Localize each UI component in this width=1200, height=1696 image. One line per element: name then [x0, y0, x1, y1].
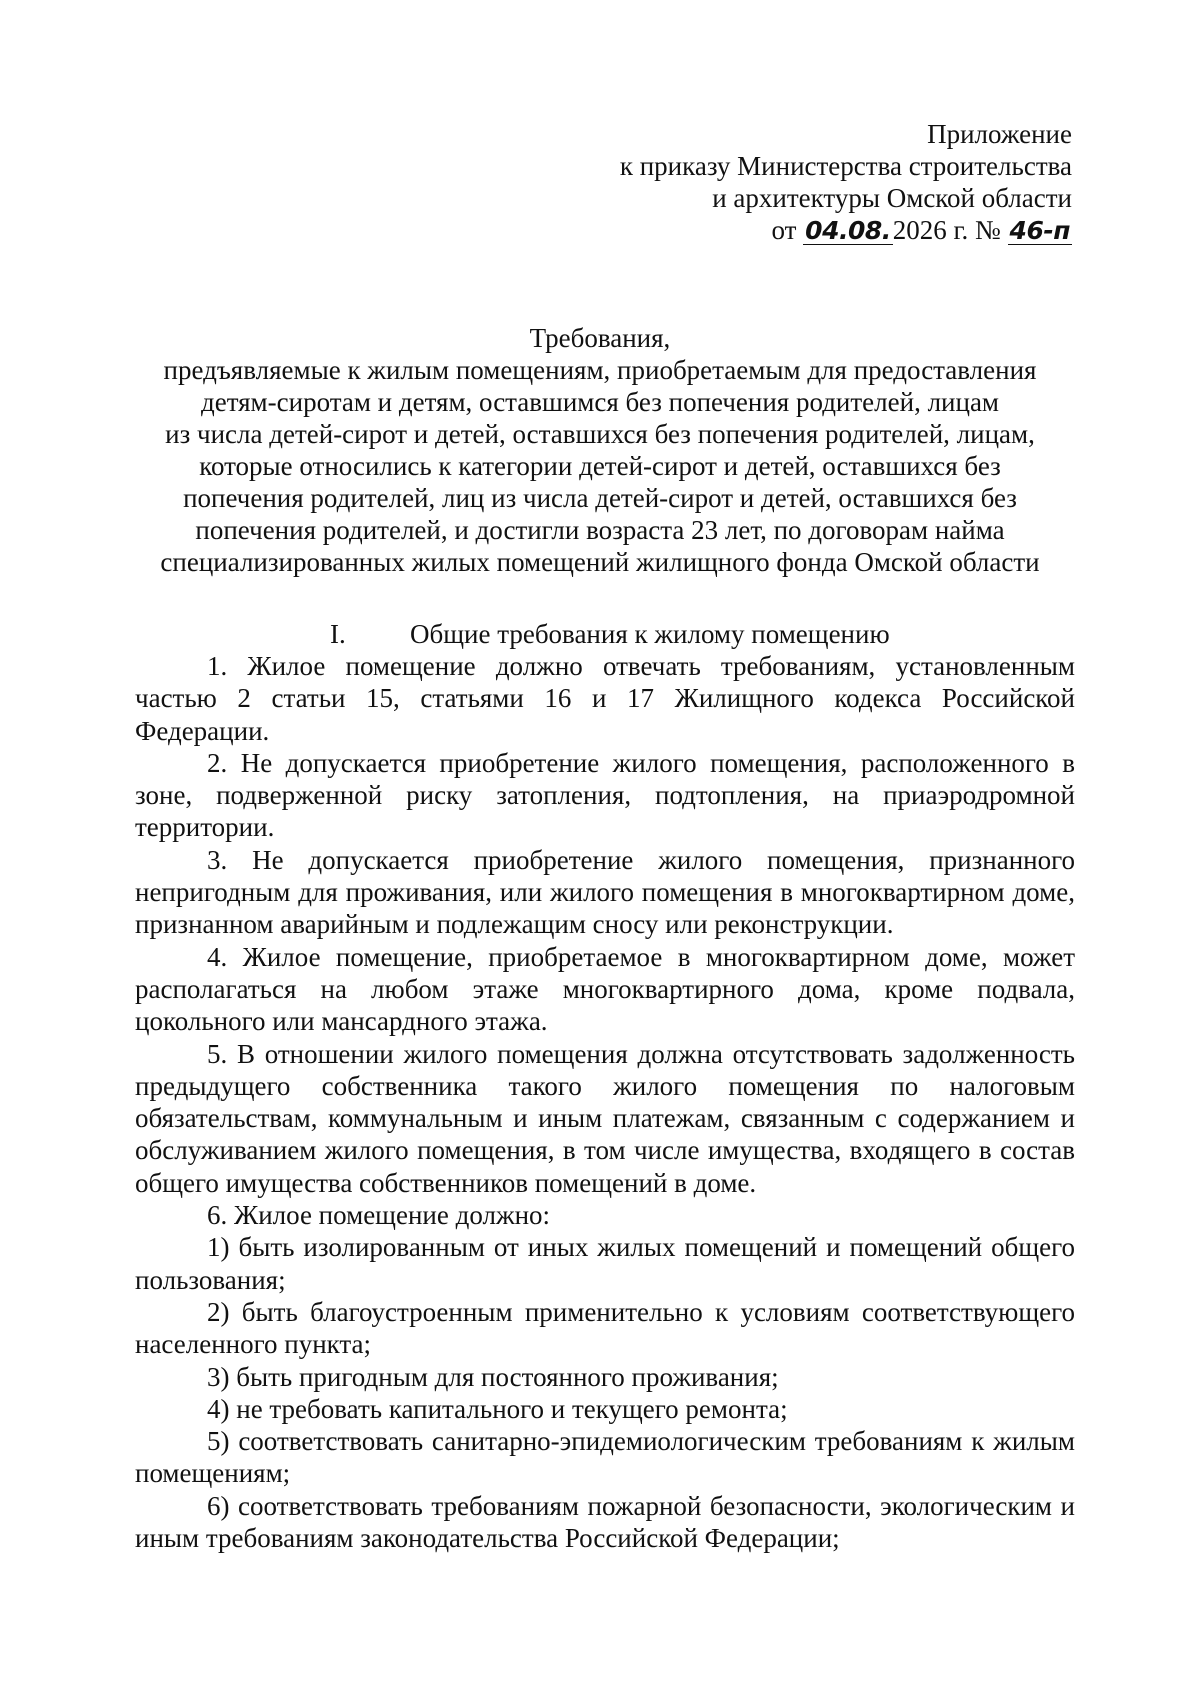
title-line: попечения родителей, лиц из числа детей-сирот и детей, оставшихся без — [183, 483, 1017, 513]
annex-ministry-line: и архитектуры Омской области — [712, 183, 1072, 213]
title-line: предъявляемые к жилым помещениям, приобретаемым для предоставления — [163, 355, 1037, 385]
title-line: которые относились к категории детей-сирот и детей, оставшихся без — [199, 451, 1001, 481]
date-prefix: от — [771, 215, 797, 245]
annex-header — [620, 118, 1072, 246]
title-line: из числа детей-сирот и детей, оставшихся без попечения родителей, лицам, — [165, 419, 1035, 449]
title-line: специализированных жилых помещений жилищного фонда Омской области — [160, 547, 1040, 577]
handwritten-number: 46-п — [1009, 216, 1070, 245]
list-item: 3) быть пригодным для постоянного проживания; — [207, 1361, 779, 1392]
list-item: 5) соответствовать санитарно-эпидемиологическим требованиям к жилым помещениям; — [135, 1426, 1075, 1489]
title-line: попечения родителей, и достигли возраста 23 лет, по договорам найма — [195, 515, 1005, 545]
list-item: 4) не требовать капитального и текущего ремонта; — [207, 1393, 788, 1424]
paragraph: 2. Не допускается приобретение жилого помещения, расположенного в зоне, подверженной риску затопления, подтопления, на приаэродромной территории. — [135, 747, 1075, 843]
section-number: I. — [330, 619, 346, 649]
section-heading — [330, 618, 890, 650]
paragraph: 1. Жилое помещение должно отвечать требованиям, установленным частью 2 статьи 15, статьями 16 и 17 Жилищного кодекса Российской Федерации. — [135, 651, 1075, 746]
annex-title: Приложение — [927, 119, 1072, 149]
handwritten-date: 04.08. — [805, 216, 891, 245]
list-item: 1) быть изолированным от иных жилых помещений и помещений общего пользования; — [135, 1232, 1075, 1295]
date-year: 2026 г. № — [892, 215, 1001, 245]
list-item: 6) соответствовать требованиям пожарной безопасности, экологическим и иным требованиям законодательства Российской Федерации; — [135, 1490, 1075, 1554]
document-title — [130, 322, 1070, 578]
title-heading: Требования, — [529, 323, 671, 353]
section-title: Общие требования к жилому помещению — [410, 619, 890, 649]
paragraph: 3. Не допускается приобретение жилого помещения, признанного непригодным для проживания, или жилого помещения в многоквартирном доме, признанном аварийным и подлежащим сносу или реконструкции. — [135, 844, 1075, 940]
paragraph: 6. Жилое помещение должно: — [207, 1200, 551, 1231]
paragraph: 5. В отношении жилого помещения должна отсутствовать задолженность предыдущего собственника такого жилого помещения по налоговым обязательствам, коммунальным и иным платежам, связанным с содержанием и обслуживанием жилого помещения, в том числе имущества, входящего в состав общего имущества собственников помещений в доме. — [135, 1038, 1075, 1198]
annex-order-line: к приказу Министерства строительства — [619, 151, 1072, 181]
annex-date-line — [620, 214, 1072, 246]
paragraph: 4. Жилое помещение, приобретаемое в многоквартирном доме, может располагаться на любом этаже многоквартирного дома, кроме подвала, цокольного или мансардного этажа. — [135, 941, 1075, 1037]
list-item: 2) быть благоустроенным применительно к условиям соответствующего населенного пункта; — [135, 1296, 1075, 1360]
document-body — [135, 650, 1075, 1554]
title-line: детям-сиротам и детям, оставшимся без попечения родителей, лицам — [200, 387, 1000, 417]
